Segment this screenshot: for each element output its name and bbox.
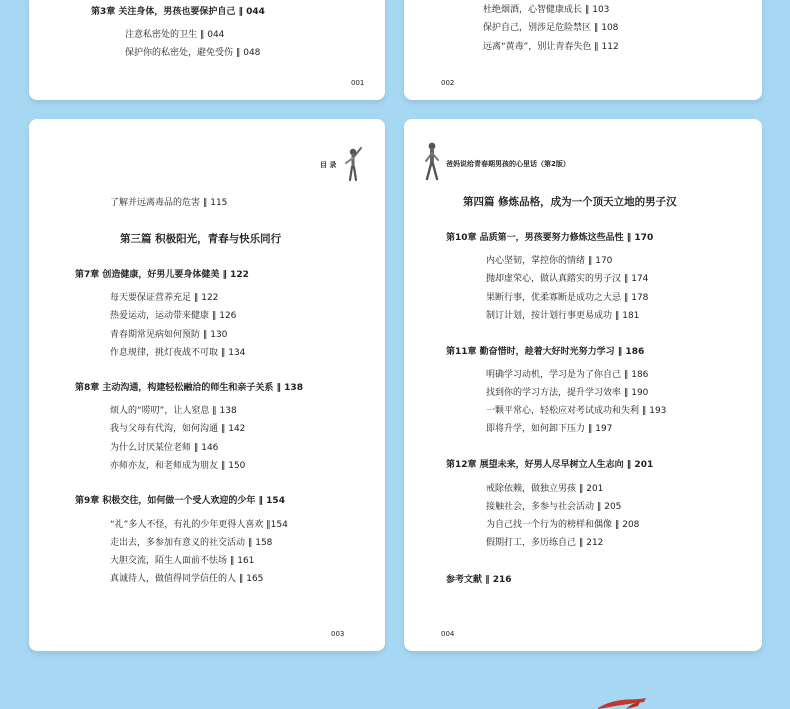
toc-item: 保护自己，别涉足危险禁区 ‖ 108: [483, 23, 619, 33]
toc-item: 内心坚韧，掌控你的情绪 ‖ 170: [486, 256, 613, 266]
toc-item: 为自己找一个行为的榜样和偶像 ‖ 208: [486, 520, 640, 530]
header-title: 目 录: [320, 161, 337, 169]
part-3-title: 第三篇 积极阳光，青春与快乐同行: [120, 233, 282, 245]
toc-item: 为什么讨厌某位老师 ‖ 146: [110, 443, 219, 453]
toc-item: 假期打工，多历练自己 ‖ 212: [486, 538, 604, 548]
page-number: 003: [331, 630, 345, 638]
toc-page-003: [29, 119, 385, 651]
toc-item: 热爱运动，运动带来健康 ‖ 126: [110, 311, 237, 321]
toc-item: 抛却虚荣心，做认真踏实的男子汉 ‖ 174: [486, 274, 649, 284]
brush-stroke-decoration: [596, 697, 648, 709]
toc-item: 一颗平常心，轻松应对考试成功和失利 ‖ 193: [486, 406, 667, 416]
toc-item: 真诚待人，做值得同学信任的人 ‖ 165: [110, 574, 264, 584]
chapter-10-title: 第10章 品质第一，男孩要努力修炼这些品性 ‖ 170: [446, 233, 654, 243]
page-number: 002: [441, 79, 455, 87]
toc-item: 注意私密处的卫生 ‖ 044: [125, 30, 225, 40]
toc-item: 保护你的私密处，避免受伤 ‖ 048: [125, 48, 261, 58]
toc-item: 大胆交流，陌生人面前不怯场 ‖ 161: [110, 556, 255, 566]
toc-item: 作息规律，挑灯夜战不可取 ‖ 134: [110, 348, 246, 358]
page-number: 001: [351, 79, 365, 87]
toc-page-004: [404, 119, 762, 651]
toc-item: 即将升学，如何卸下压力 ‖ 197: [486, 424, 613, 434]
toc-item: 走出去，多参加有意义的社交活动 ‖ 158: [110, 538, 273, 548]
header-book-title: 爸妈说给青春期男孩的心里话（第2版）: [446, 160, 570, 168]
toc-item: 果断行事，优柔寡断是成功之大忌 ‖ 178: [486, 293, 649, 303]
toc-item: 青春期常见病如何预防 ‖ 130: [110, 330, 228, 340]
toc-item: 戒除依赖，做独立男孩 ‖ 201: [486, 484, 604, 494]
chapter-11-title: 第11章 勤奋惜时，趁着大好时光努力学习 ‖ 186: [446, 347, 645, 357]
toc-item: 了解并远离毒品的危害 ‖ 115: [110, 198, 228, 208]
toc-item: 明确学习动机，学习是为了你自己 ‖ 186: [486, 370, 649, 380]
toc-item: 亦师亦友，和老师成为朋友 ‖ 150: [110, 461, 246, 471]
toc-item: “礼”多人不怪，有礼的少年更得人喜欢 ‖154: [110, 520, 288, 530]
boy-with-raised-arm-icon: [342, 146, 364, 182]
toc-item: 每天要保证营养充足 ‖ 122: [110, 293, 219, 303]
chapter-7-title: 第7章 创造健康，好男儿要身体健美 ‖ 122: [75, 270, 249, 280]
toc-item: 烦人的“唠叨”，让人窒息 ‖ 138: [110, 406, 237, 416]
references-entry: 参考文献 ‖ 216: [446, 575, 512, 585]
part-4-title: 第四篇 修炼品格，成为一个顶天立地的男子汉: [463, 196, 677, 208]
toc-item: 杜绝烟酒，心智健康成长 ‖ 103: [483, 5, 610, 15]
toc-page-002: [404, 0, 762, 100]
toc-item: 远离“黄毒”，别让青春失色 ‖ 112: [483, 42, 619, 52]
toc-page-001: [29, 0, 385, 100]
chapter-3-title: 第3章 关注身体，男孩也要保护自己 ‖ 044: [91, 7, 265, 17]
chapter-8-title: 第8章 主动沟通，构建轻松融洽的师生和亲子关系 ‖ 138: [75, 383, 303, 393]
chapter-12-title: 第12章 展望未来，好男人尽早树立人生志向 ‖ 201: [446, 460, 654, 470]
toc-item: 我与父母有代沟，如何沟通 ‖ 142: [110, 424, 246, 434]
chapter-9-title: 第9章 积极交往，如何做一个受人欢迎的少年 ‖ 154: [75, 496, 285, 506]
page-number: 004: [441, 630, 455, 638]
toc-item: 制订计划，按计划行事更易成功 ‖ 181: [486, 311, 640, 321]
toc-item: 找到你的学习方法，提升学习效率 ‖ 190: [486, 388, 649, 398]
standing-boy-icon: [422, 141, 442, 181]
toc-item: 接触社会，多参与社会活动 ‖ 205: [486, 502, 622, 512]
